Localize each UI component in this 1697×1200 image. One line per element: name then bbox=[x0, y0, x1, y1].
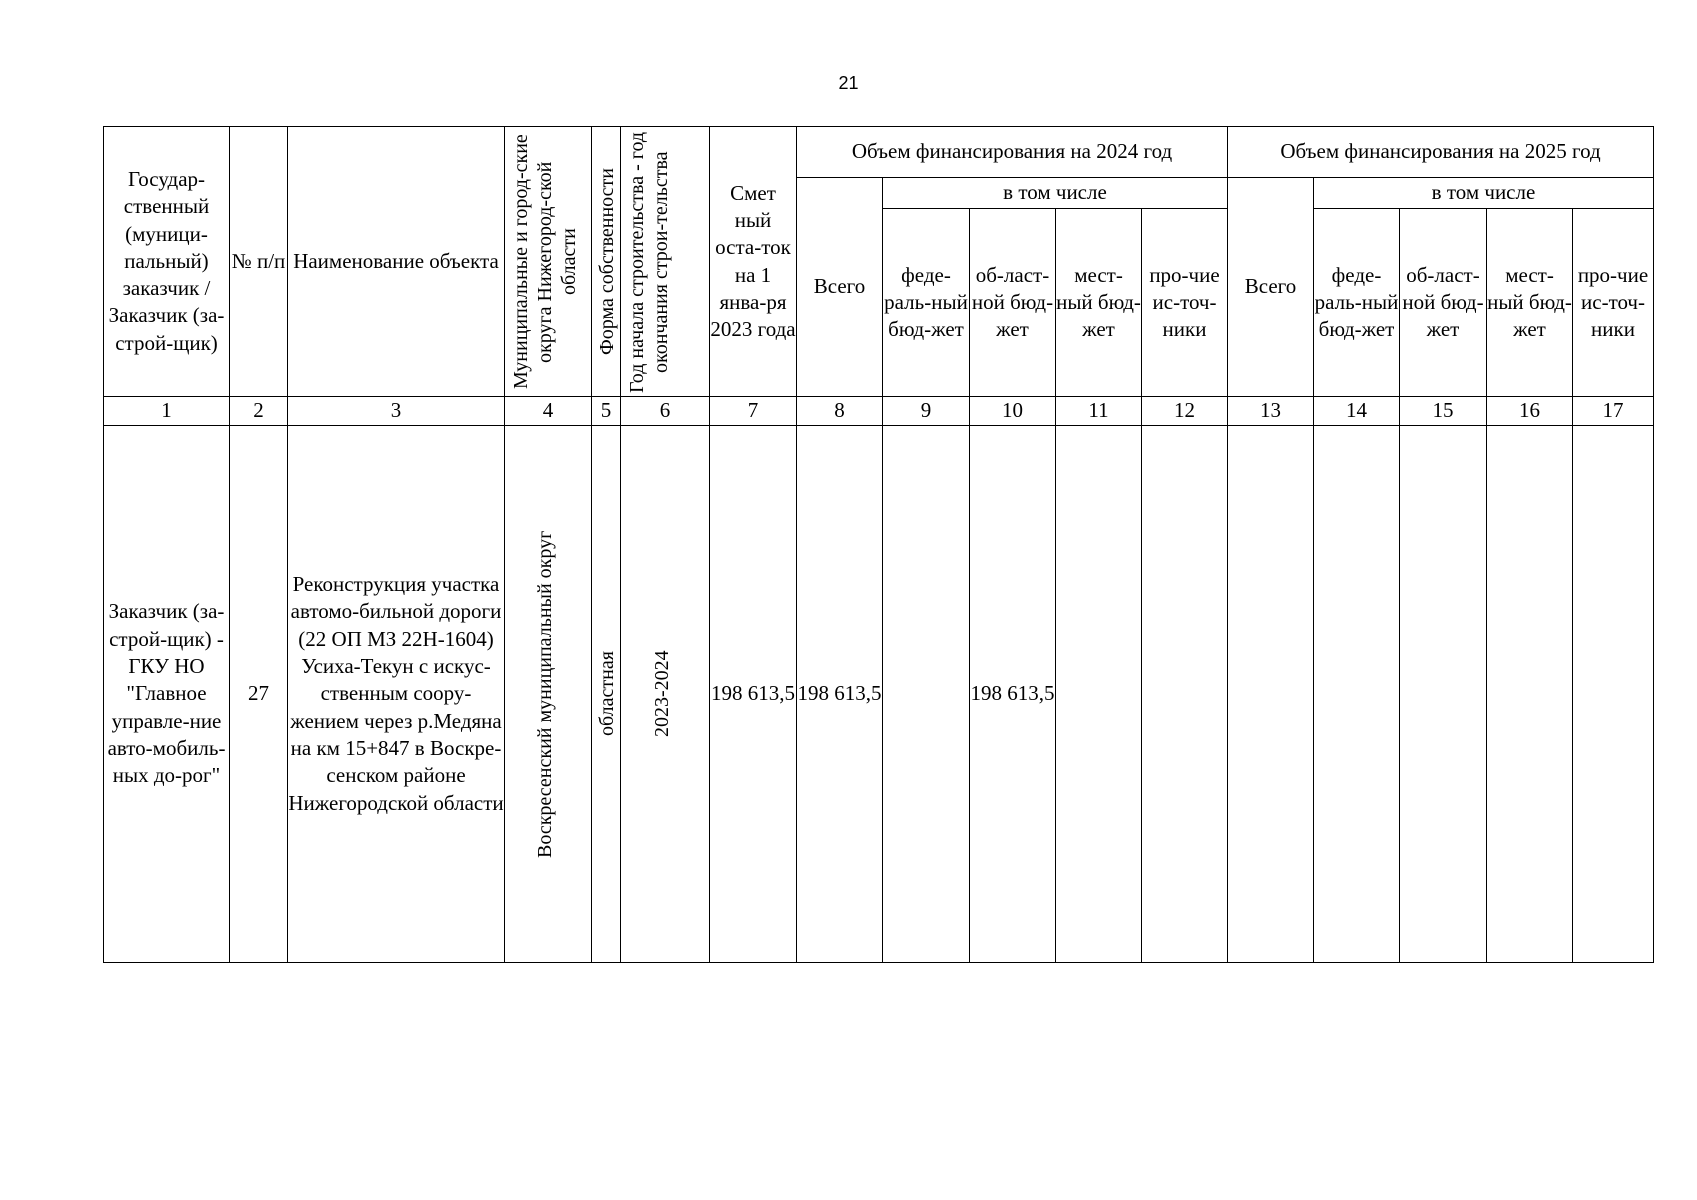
cell-district-text: Воскресенский муниципальный округ bbox=[534, 530, 556, 858]
cell-balance: 198 613,5 bbox=[710, 426, 797, 963]
cell-years-text: 2023-2024 bbox=[651, 650, 673, 738]
cell-ownership-text: областная bbox=[596, 651, 618, 737]
cell-federal-2024 bbox=[883, 426, 970, 963]
cell-local-2025 bbox=[1487, 426, 1573, 963]
header-total-2024: Всего bbox=[797, 178, 883, 397]
cell-regional-2024: 198 613,5 bbox=[970, 426, 1056, 963]
header-regional-2024: об-ласт-ной бюд-жет bbox=[970, 209, 1056, 397]
cell-customer: Заказчик (за-строй-щик) - ГКУ НО "Главное управле-ние авто-мобиль-ных до-рог" bbox=[104, 426, 230, 963]
column-number: 13 bbox=[1228, 397, 1314, 426]
cell-number: 27 bbox=[230, 426, 288, 963]
column-number: 11 bbox=[1056, 397, 1142, 426]
cell-years bbox=[621, 426, 710, 963]
cell-other-2024 bbox=[1142, 426, 1228, 963]
cell-other-2025 bbox=[1573, 426, 1654, 963]
cell-federal-2025 bbox=[1314, 426, 1400, 963]
header-number: № п/п bbox=[230, 127, 288, 397]
column-number: 1 bbox=[104, 397, 230, 426]
header-federal-2024: феде-раль-ный бюд-жет bbox=[883, 209, 970, 397]
column-number: 15 bbox=[1400, 397, 1487, 426]
column-number: 8 bbox=[797, 397, 883, 426]
column-number: 10 bbox=[970, 397, 1056, 426]
cell-regional-2025 bbox=[1400, 426, 1487, 963]
header-object-name: Наименование объекта bbox=[288, 127, 505, 397]
header-financing-2025: Объем финансирования на 2025 год bbox=[1228, 127, 1654, 178]
header-total-2025: Всего bbox=[1228, 178, 1314, 397]
column-number: 2 bbox=[230, 397, 288, 426]
column-number: 4 bbox=[505, 397, 592, 426]
header-ownership bbox=[592, 127, 621, 397]
header-ownership-text: Форма собственности bbox=[596, 168, 618, 355]
header-other-2025: про-чие ис-точ-ники bbox=[1573, 209, 1654, 397]
column-number: 3 bbox=[288, 397, 505, 426]
cell-total-2025 bbox=[1228, 426, 1314, 963]
column-number: 17 bbox=[1573, 397, 1654, 426]
header-local-2025: мест-ный бюд-жет bbox=[1487, 209, 1573, 397]
column-number: 6 bbox=[621, 397, 710, 426]
header-district bbox=[505, 127, 592, 397]
cell-ownership bbox=[592, 426, 621, 963]
cell-district bbox=[505, 426, 592, 963]
header-years bbox=[621, 127, 710, 397]
column-number: 5 bbox=[592, 397, 621, 426]
column-number: 9 bbox=[883, 397, 970, 426]
header-customer: Государ-ственный (муници-пальный) заказчик /Заказчик (за-строй-щик) bbox=[104, 127, 230, 397]
cell-total-2024: 198 613,5 bbox=[797, 426, 883, 963]
header-regional-2025: об-ласт-ной бюд-жет bbox=[1400, 209, 1487, 397]
header-including-2025: в том числе bbox=[1314, 178, 1654, 209]
column-number: 12 bbox=[1142, 397, 1228, 426]
column-number: 16 bbox=[1487, 397, 1573, 426]
column-number: 7 bbox=[710, 397, 797, 426]
header-years-text: Год начала строительства - год окончания строи-тельства bbox=[626, 130, 672, 393]
page-number: 21 bbox=[838, 73, 859, 93]
column-number-row bbox=[104, 397, 1654, 426]
table-row bbox=[104, 426, 1654, 963]
header-local-2024: мест-ный бюд-жет bbox=[1056, 209, 1142, 397]
cell-object-name: Реконструкция участка автомо-бильной дороги (22 ОП МЗ 22Н-1604) Усиха-Текун с искус-ственным соору-жением через р.Медяна на км 15+847 в Воскре-сенском районе Нижегородской области bbox=[288, 426, 505, 963]
header-other-2024: про-чие ис-точ-ники bbox=[1142, 209, 1228, 397]
header-district-text: Муниципальные и город-ские округа Нижегород-ской области bbox=[510, 134, 580, 389]
header-balance: Смет ный оста-ток на 1 янва-ря 2023 года bbox=[710, 127, 797, 397]
header-including-2024: в том числе bbox=[883, 178, 1228, 209]
financing-table bbox=[103, 126, 1654, 963]
cell-local-2024 bbox=[1056, 426, 1142, 963]
column-number: 14 bbox=[1314, 397, 1400, 426]
header-financing-2024: Объем финансирования на 2024 год bbox=[797, 127, 1228, 178]
header-federal-2025: феде-раль-ный бюд-жет bbox=[1314, 209, 1400, 397]
